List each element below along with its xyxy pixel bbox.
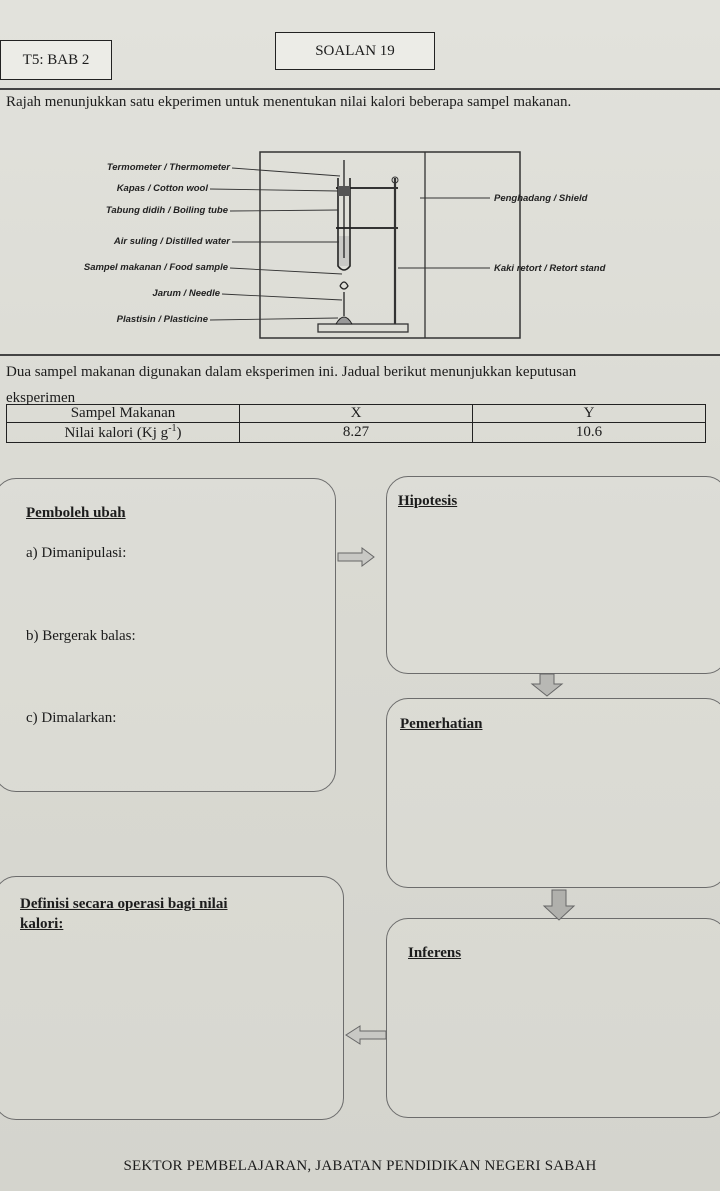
boiling-tube-icon bbox=[338, 160, 350, 270]
intro-text: Rajah menunjukkan satu ekperimen untuk menentukan nilai kalori beberapa sampel makanan. bbox=[6, 94, 572, 110]
table-cell: 10.6 bbox=[473, 423, 706, 443]
label-thermometer: Termometer / Thermometer bbox=[106, 162, 230, 173]
table-row bbox=[7, 405, 706, 423]
label-shield: Penghadang / Shield bbox=[494, 193, 588, 204]
table-cell: Sampel Makanan bbox=[7, 405, 240, 423]
food-sample-icon bbox=[336, 282, 352, 324]
results-table bbox=[6, 404, 706, 443]
mid-divider bbox=[0, 354, 720, 356]
table-row bbox=[7, 423, 706, 443]
question-number-box bbox=[275, 32, 435, 70]
footer-text: SEKTOR PEMBELAJARAN, JABATAN PENDIDIKAN NEGERI SABAH bbox=[123, 1158, 597, 1174]
topic-box bbox=[0, 40, 112, 80]
label-needle: Jarum / Needle bbox=[152, 288, 220, 299]
table-intro-text-cont: eksperimen bbox=[6, 390, 76, 406]
topic-label: T5: BAB 2 bbox=[22, 51, 90, 68]
definition-title-line2: kalori: bbox=[20, 916, 64, 932]
constant-variable-label: c) Dimalarkan: bbox=[26, 710, 117, 726]
label-boiling-tube: Tabung didih / Boiling tube bbox=[105, 205, 228, 216]
arrow-left-icon bbox=[344, 1024, 388, 1046]
table-cell: X bbox=[240, 405, 473, 423]
arrow-right-icon bbox=[336, 546, 376, 568]
label-distilled-water: Air suling / Distilled water bbox=[113, 236, 230, 247]
definition-title-line1: Definisi secara operasi bagi nilai bbox=[20, 896, 228, 912]
label-cotton-wool: Kapas / Cotton wool bbox=[116, 183, 208, 194]
question-label: SOALAN 19 bbox=[315, 42, 395, 59]
apparatus-diagram bbox=[60, 148, 700, 348]
label-food-sample: Sampel makanan / Food sample bbox=[83, 262, 228, 273]
arrow-down-icon bbox=[530, 672, 564, 698]
label-retort-stand: Kaki retort / Retort stand bbox=[494, 263, 606, 274]
arrow-down-icon bbox=[542, 888, 576, 922]
table-cell: Y bbox=[473, 405, 706, 423]
table-cell: Nilai kalori (Kj $g^{-1}$) bbox=[7, 423, 240, 443]
manipulated-variable-label: a) Dimanipulasi: bbox=[26, 545, 127, 561]
table-cell: 8.27 bbox=[240, 423, 473, 443]
label-plasticine: Plastisin / Plasticine bbox=[116, 314, 208, 325]
retort-stand-icon bbox=[318, 177, 408, 332]
hypothesis-title: Hipotesis bbox=[398, 493, 458, 509]
responding-variable-label: b) Bergerak balas: bbox=[26, 628, 136, 644]
observation-title: Pemerhatian bbox=[400, 716, 483, 732]
table-intro-text: Dua sampel makanan digunakan dalam eksperimen ini. Jadual berikut menunjukkan keputusan bbox=[6, 364, 577, 380]
shield-icon bbox=[260, 152, 520, 338]
variables-title: Pemboleh ubah bbox=[26, 505, 126, 521]
top-divider bbox=[0, 88, 720, 90]
inference-title: Inferens bbox=[408, 945, 462, 961]
